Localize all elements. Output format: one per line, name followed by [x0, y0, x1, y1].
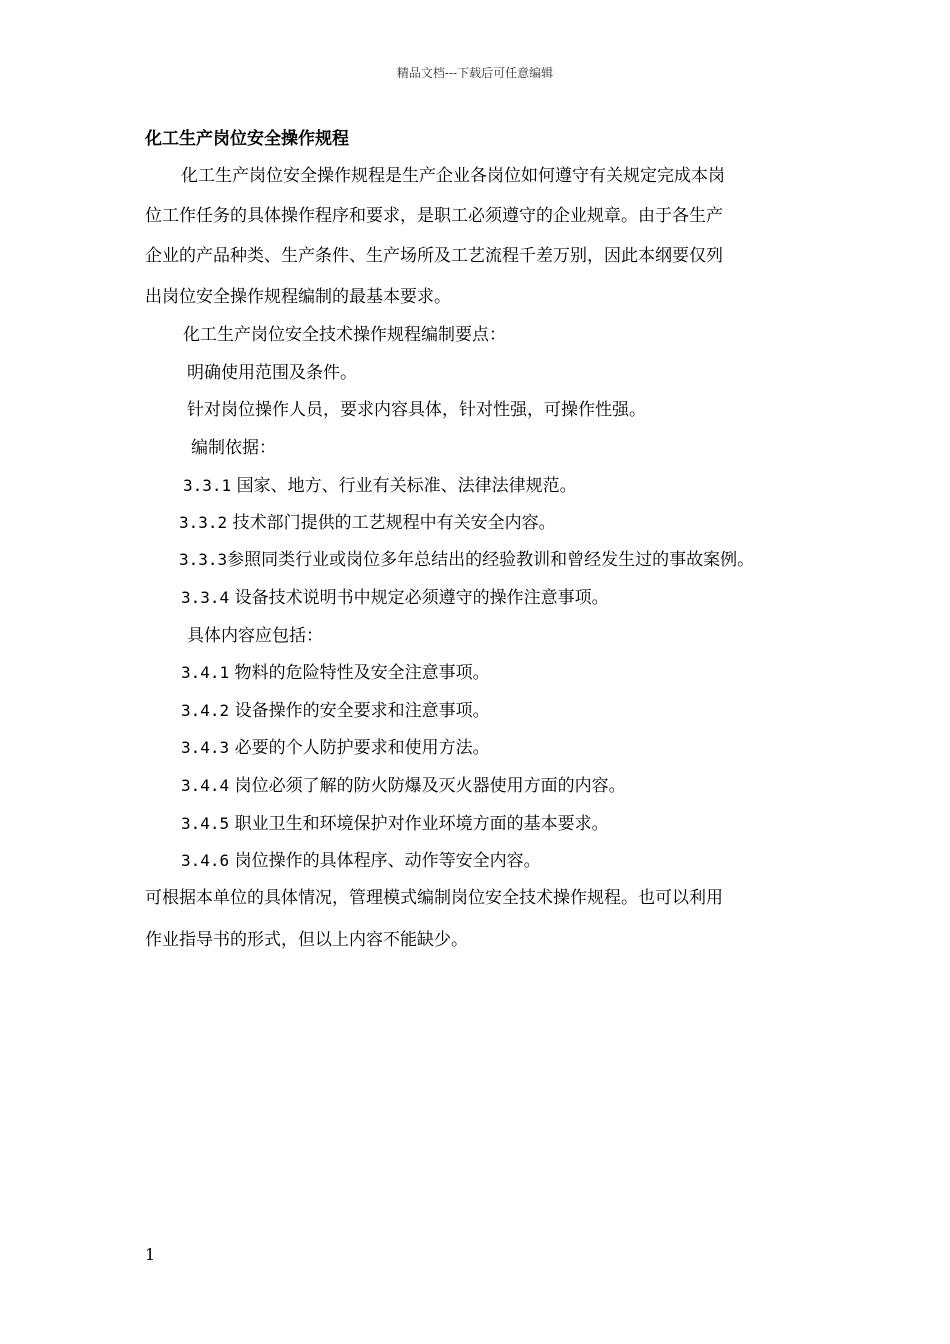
page-number: 1: [145, 1245, 156, 1264]
point-operators: 针对岗位操作人员，要求内容具体，针对性强，可操作性强。: [187, 400, 646, 420]
intro-line-1: 化工生产岗位安全操作规程是生产企业各岗位如何遵守有关规定完成本岗: [181, 166, 725, 186]
point-usage-scope: 明确使用范围及条件。: [187, 363, 357, 383]
basis-item: 3.3.3参照同类行业或岗位多年总结出的经验教训和曾经发生过的事故案例。: [179, 550, 755, 570]
content-heading: 具体内容应包括：: [187, 626, 323, 646]
page-header: 精品文档---下载后可任意编辑: [396, 66, 554, 80]
closing-line-2: 作业指导书的形式，但以上内容不能缺少。: [145, 930, 468, 950]
basis-item: 3.3.1 国家、地方、行业有关标准、法律法律规范。: [183, 476, 577, 496]
content-item: 3.4.2 设备操作的安全要求和注意事项。: [181, 701, 490, 721]
content-item: 3.4.3 必要的个人防护要求和使用方法。: [181, 738, 490, 758]
content-item: 3.4.5 职业卫生和环境保护对作业环境方面的基本要求。: [181, 814, 609, 834]
content-item: 3.4.4 岗位必须了解的防火防爆及灭火器使用方面的内容。: [181, 776, 626, 796]
closing-line-1: 可根据本单位的具体情况，管理模式编制岗位安全技术操作规程。也可以利用: [145, 888, 723, 908]
basis-item: 3.3.4 设备技术说明书中规定必须遵守的操作注意事项。: [181, 588, 609, 608]
intro-line-2: 位工作任务的具体操作程序和要求，是职工必须遵守的企业规章。由于各生产: [145, 206, 723, 226]
section-heading: 化工生产岗位安全技术操作规程编制要点：: [183, 325, 506, 345]
content-item: 3.4.1 物料的危险特性及安全注意事项。: [181, 663, 490, 683]
basis-heading: 编制依据：: [191, 438, 276, 458]
document-title: 化工生产岗位安全操作规程: [145, 129, 349, 149]
content-item: 3.4.6 岗位操作的具体程序、动作等安全内容。: [181, 851, 541, 871]
basis-item: 3.3.2 技术部门提供的工艺规程中有关安全内容。: [179, 513, 556, 533]
intro-line-3: 企业的产品种类、生产条件、生产场所及工艺流程千差万别，因此本纲要仅列: [145, 246, 723, 266]
intro-line-4: 出岗位安全操作规程编制的最基本要求。: [145, 287, 451, 307]
